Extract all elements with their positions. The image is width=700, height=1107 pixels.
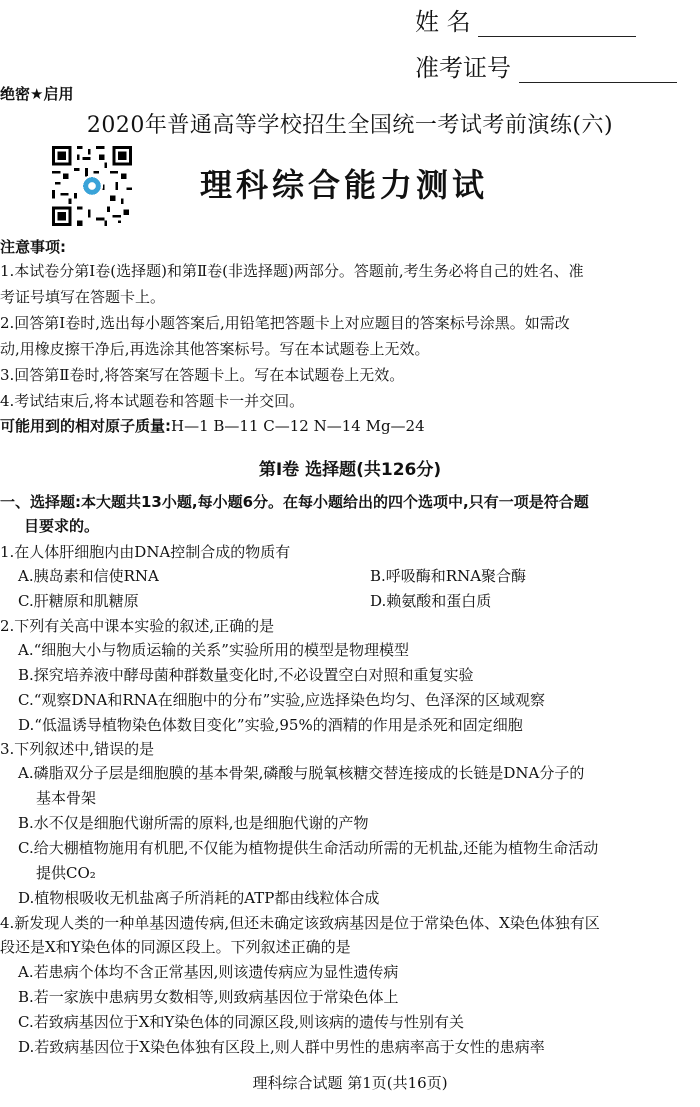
part-intro-line-1: 一、选择题:本大题共13小题,每小题6分。在每小题给出的四个选项中,只有一项是符合题 <box>0 493 589 511</box>
option-c: C.若致病基因位于X和Y染色体的同源区段,则该病的遗传与性别有关 <box>18 1013 465 1031</box>
option-b: B.水不仅是细胞代谢所需的原料,也是细胞代谢的产物 <box>18 814 369 832</box>
exam-title: 2020年普通高等学校招生全国统一考试考前演练(六) <box>86 113 614 138</box>
option-b: B.呼吸酶和RNA聚合酶 <box>370 567 527 585</box>
atomic-mass-label: 可能用到的相对原子质量: <box>0 417 171 435</box>
atomic-mass-line <box>0 414 690 438</box>
notice-item: 3.回答第Ⅱ卷时,将答案写在答题卡上。写在本试题卷上无效。 <box>0 366 405 384</box>
option-c: C.“观察DNA和RNA在细胞中的分布”实验,应选择染色均匀、色泽深的区域观察 <box>18 691 546 709</box>
option-b: B.若一家族中患病男女数相等,则致病基因位于常染色体上 <box>18 988 399 1006</box>
notice-item: 动,用橡皮擦干净后,再选涂其他答案标号。写在本试题卷上无效。 <box>0 340 430 358</box>
option-c: C.肝糖原和肌糖原 <box>18 592 139 610</box>
name-field <box>415 2 636 37</box>
qr-code-image <box>52 146 132 226</box>
atomic-mass-values: H—1 B—11 C—12 N—14 Mg—24 <box>171 417 425 435</box>
name-blank <box>478 12 636 37</box>
option-a: A.“细胞大小与物质运输的关系”实验所用的模型是物理模型 <box>18 641 409 659</box>
name-label: 姓 名 <box>415 8 471 36</box>
option-a: A.若患病个体均不含正常基因,则该遗传病应为显性遗传病 <box>18 963 399 981</box>
option-d: D.植物根吸收无机盐离子所消耗的ATP都由线粒体合成 <box>18 889 380 907</box>
option-d: D.赖氨酸和蛋白质 <box>370 592 492 610</box>
notice-item: 2.回答第Ⅰ卷时,选出每小题答案后,用铅笔把答题卡上对应题目的答案标号涂黑。如需改 <box>0 314 570 332</box>
option-b: B.探究培养液中酵母菌种群数量变化时,不必设置空白对照和重复实验 <box>18 666 474 684</box>
option-a: A.胰岛素和信使RNA <box>18 567 159 585</box>
exam-id-field <box>415 48 677 83</box>
question-stem: 2.下列有关高中课本实验的叙述,正确的是 <box>0 617 275 635</box>
exam-id-label: 准考证号 <box>415 54 511 82</box>
subject-title: 理科综合能力测试 <box>200 166 489 204</box>
question-stem: 4.新发现人类的一种单基因遗传病,但还未确定该致病基因是位于常染色体、X染色体独有区 <box>0 914 600 932</box>
question-stem-continued: 段还是X和Y染色体的同源区段上。下列叙述正确的是 <box>0 938 351 956</box>
option-d: D.若致病基因位于X染色体独有区段上,则人群中男性的患病率高于女性的患病率 <box>18 1038 545 1056</box>
notice-item: 考证号填写在答题卡上。 <box>0 288 166 306</box>
option-c: C.给大棚植物施用有机肥,不仅能为植物提供生命活动所需的无机盐,还能为植物生命活动 <box>18 839 599 857</box>
question-stem: 1.在人体肝细胞内由DNA控制合成的物质有 <box>0 543 291 561</box>
notice-heading: 注意事项: <box>0 238 66 256</box>
exam-id-blank <box>519 58 677 83</box>
secret-label: 绝密★启用 <box>0 85 74 103</box>
question-stem: 3.下列叙述中,错误的是 <box>0 740 155 758</box>
notice-item: 1.本试卷分第Ⅰ卷(选择题)和第Ⅱ卷(非选择题)两部分。答题前,考生务必将自己的姓名、准 <box>0 262 584 280</box>
option-c-continued: 提供CO₂ <box>36 864 96 882</box>
page-footer: 理科综合试题 第1页(共16页) <box>252 1074 448 1092</box>
option-d: D.“低温诱导植物染色体数目变化”实验,95%的酒精的作用是杀死和固定细胞 <box>18 716 523 734</box>
section-title: 第Ⅰ卷 选择题(共126分) <box>258 460 442 480</box>
notice-item: 4.考试结束后,将本试题卷和答题卡一并交回。 <box>0 392 305 410</box>
part-intro-line-2: 目要求的。 <box>24 517 100 535</box>
option-a: A.磷脂双分子层是细胞膜的基本骨架,磷酸与脱氧核糖交替连接成的长链是DNA分子的 <box>18 764 585 782</box>
option-a-continued: 基本骨架 <box>36 789 97 807</box>
